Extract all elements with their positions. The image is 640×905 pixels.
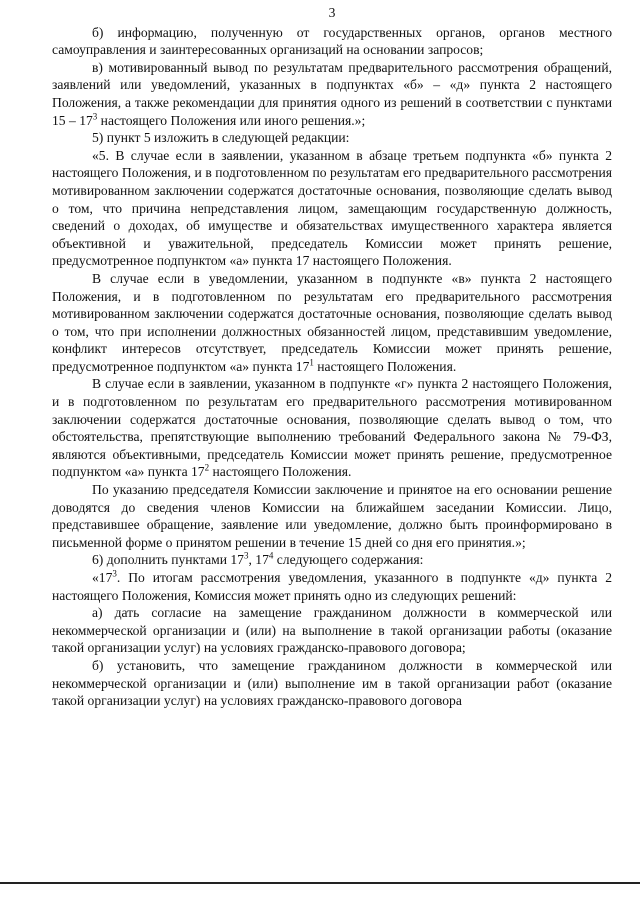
superscript: 2 — [204, 462, 210, 473]
superscript: 4 — [268, 550, 274, 561]
paragraph-text: в) мотивированный вывод по результатам предварительного рассмотрения обращений, заявлений или уведомлений, указанных в подпунктах «б» – «д» пункта 2 настоящего Положения, а также рекомендации для принятия одного из решений в соответствии с пунктами 15 – 17 — [52, 59, 612, 128]
paragraph-text: . По итогам рассмотрения уведомления, указанного в подпункте «д» пункта 2 настоящего Положения, Комиссия может принять одно из следующих решений: — [52, 570, 612, 603]
document-body — [52, 24, 612, 710]
paragraph-text: настоящего Положения. — [313, 358, 457, 374]
paragraph-text: 6) дополнить пунктами 17 — [92, 552, 244, 568]
paragraph-text: В случае если в уведомлении, указанном в подпункте «в» пункта 2 настоящего Положения, и в подготовленном по результатам его предварительного рассмотрения мотивированном заключении содержатся достаточные основания, позволяющие сделать вывод о том, что при исполнении должностных обязанностей лицом, представившим уведомление, конфликт интересов отсутствует, председатель Комиссии может принять решение, предусмотренное подпунктом «а» пункта 17 — [52, 270, 612, 374]
page-bottom-rule — [0, 882, 640, 884]
paragraph — [52, 129, 612, 147]
paragraph-text: 5) пункт 5 изложить в следующей редакции: — [92, 130, 350, 146]
paragraph-text: «17 — [92, 570, 113, 585]
paragraph — [52, 24, 612, 59]
paragraph-text: следующего содержания: — [273, 552, 424, 568]
paragraph — [52, 270, 612, 376]
paragraph — [52, 147, 612, 270]
superscript: 3 — [243, 550, 249, 561]
paragraph — [52, 59, 612, 129]
paragraph — [52, 375, 612, 481]
superscript: 1 — [309, 357, 314, 368]
paragraph-text: По указанию председателя Комиссии заключение и принятое на его основании решение доводятся до сведения членов Комиссии на ближайшем заседании Комиссии. Лицо, представившее обращение, заявление или уведомление, должно быть проинформировано в письменной форме о принятом решении в течение 15 дней со дня его принятия.»; — [52, 482, 612, 550]
paragraph-text: настоящего Положения или иного решения.»; — [97, 112, 366, 128]
paragraph — [52, 604, 612, 657]
paragraph-text: настоящего Положения. — [209, 464, 352, 480]
document-page — [52, 4, 612, 710]
paragraph — [52, 657, 612, 710]
superscript: 3 — [92, 111, 98, 122]
paragraph-text: «5. В случае если в заявлении, указанном в абзаце третьем подпункта «б» пункта 2 настоящего Положения, и в подготовленном по результатам его предварительного рассмотрения мотивированном заключении содержатся достаточные основания, позволяющие сделать вывод о том, что причина непредставления лицом, замещающим государственную должность, сведений о доходах, об имуществе и обязательствах имущественного характера является объективной и уважительной, председатель Комиссии может принять решение, предусмотренное подпунктом «а» пункта 17 настоящего Положения. — [52, 147, 612, 269]
paragraph-text: б) информацию, полученную от государственных органов, органов местного самоуправления и заинтересованных организаций на основании запросов; — [52, 24, 612, 58]
paragraph — [52, 551, 612, 569]
paragraph — [52, 569, 612, 604]
paragraph-text: а) дать согласие на замещение гражданином должности в коммерческой или некоммерческой организации и (или) на выполнение в такой организации работы (оказание такой организации услуг) на условиях гражданско-правового договора; — [52, 605, 612, 656]
paragraph-text: В случае если в заявлении, указанном в подпункте «г» пункта 2 настоящего Положения, и в подготовленном по результатам его предварительного рассмотрения мотивированном заключении содержатся достаточные основания, позволяющие сделать вывод о том, что обстоятельства, препятствующие выполнению требований Федерального закона № 79-ФЗ, являются объективными, председатель Комиссии может принять решение, предусмотренное подпунктом «а» пункта 17 — [52, 376, 612, 480]
page-number: 3 — [328, 5, 336, 20]
superscript: 3 — [112, 568, 117, 579]
paragraph-text: б) установить, что замещение гражданином должности в коммерческой или некоммерческой организации и (или) выполнение им в такой организации работ (оказание такой организации услуг) на условиях гражданско-правового договора — [52, 657, 612, 709]
paragraph — [52, 481, 612, 551]
paragraph-text: , 17 — [248, 552, 269, 568]
